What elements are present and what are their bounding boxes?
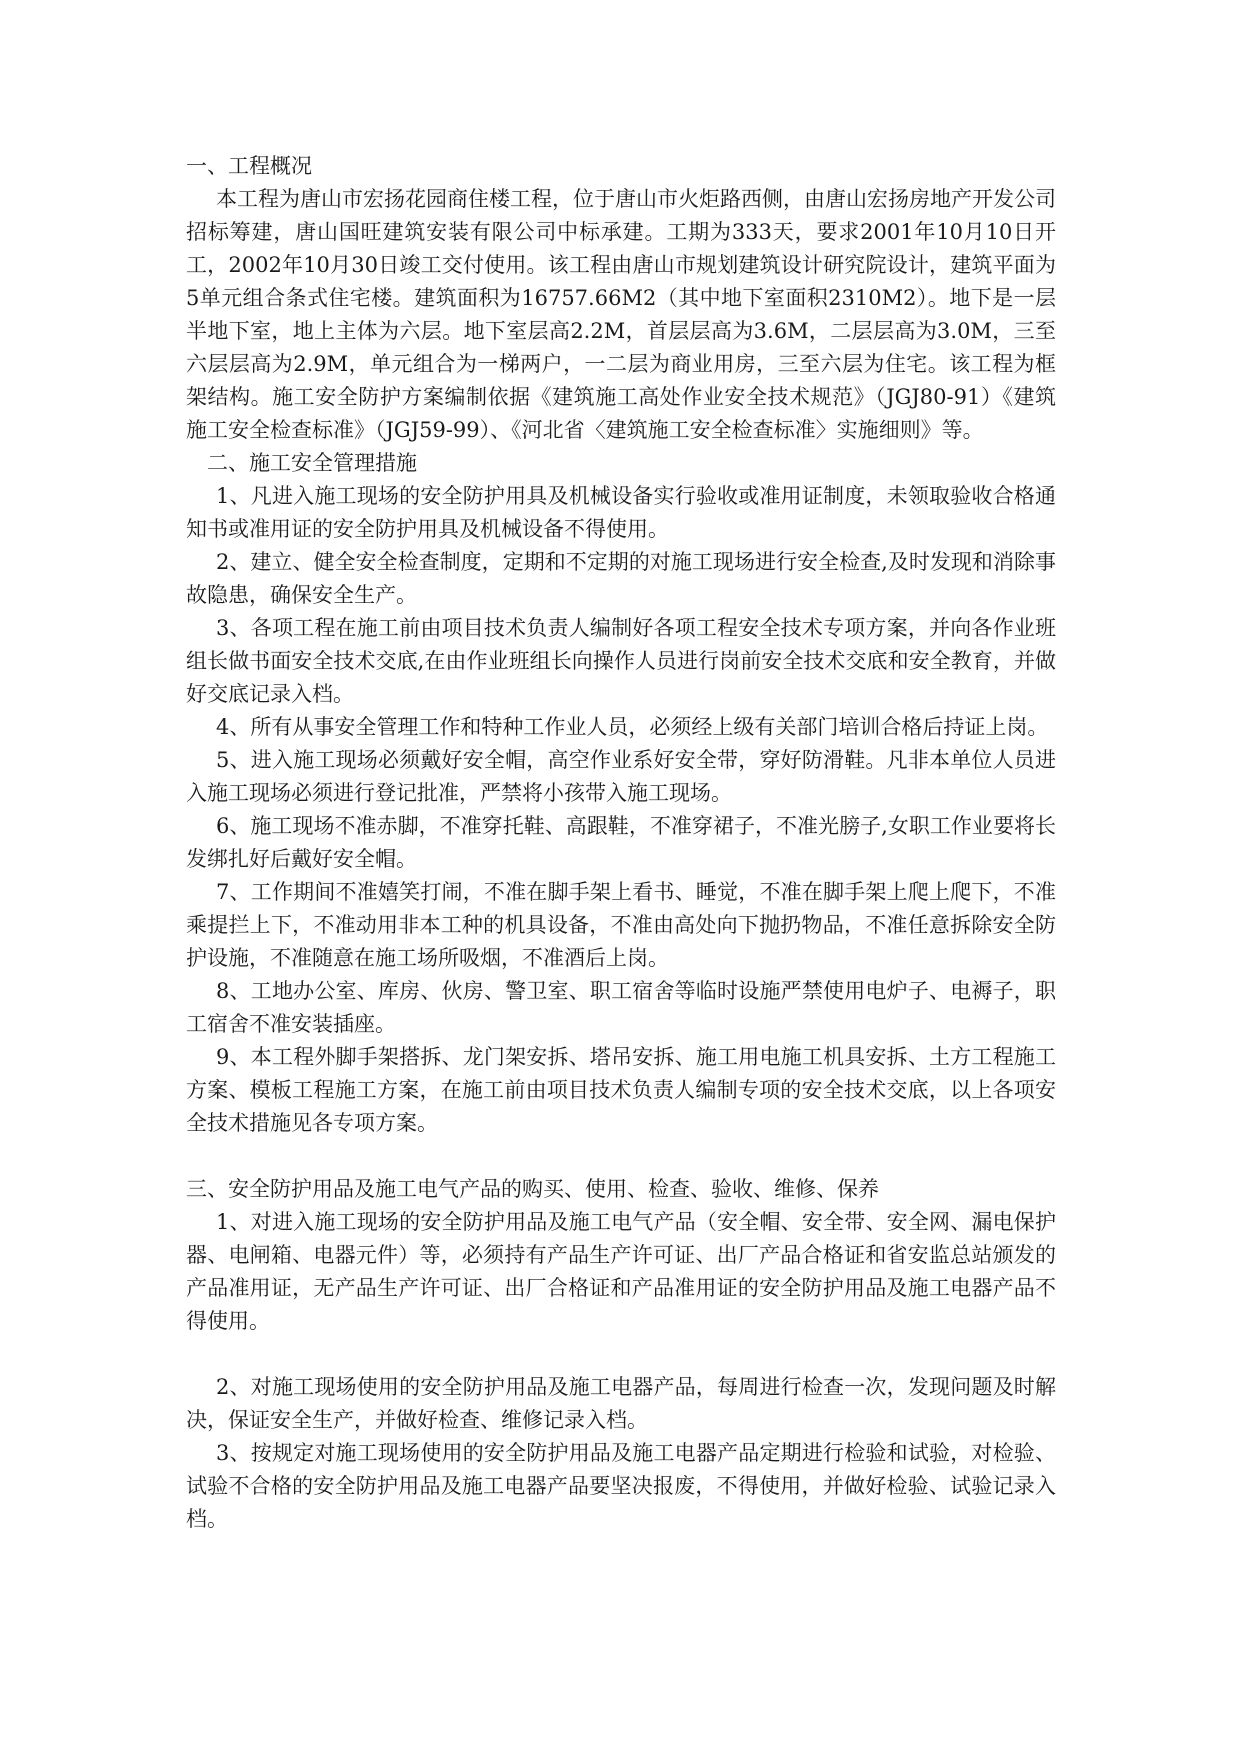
section2-heading: 二、施工安全管理措施 (207, 451, 417, 475)
section3-item-2: 2、对施工现场使用的安全防护用品及施工电器产品，每周进行检查一次，发现问题及时解决，保证安全生产，并做好检查、维修记录入档。 (186, 1375, 1056, 1432)
spacer (186, 1140, 1056, 1173)
section3-item-3: 3、按规定对施工现场使用的安全防护用品及施工电器产品定期进行检验和试验，对检验、试验不合格的安全防护用品及施工电器产品要坚决报废，不得使用，并做好检验、试验记录入档。 (186, 1441, 1056, 1531)
section2-item-8: 8、工地办公室、库房、伙房、警卫室、职工宿舍等临时设施严禁使用电炉子、电褥子，职工宿舍不准安装插座。 (186, 979, 1056, 1036)
section2-item-5: 5、进入施工现场必须戴好安全帽，高空作业系好安全带，穿好防滑鞋。凡非本单位人员进入施工现场必须进行登记批准，严禁将小孩带入施工现场。 (186, 748, 1056, 805)
section2-item-6: 6、施工现场不准赤脚，不准穿托鞋、高跟鞋，不准穿裙子，不准光膀子,女职工作业要将长发绑扎好后戴好安全帽。 (186, 814, 1056, 871)
spacer (186, 1338, 1056, 1371)
section3-heading: 三、安全防护用品及施工电气产品的购买、使用、检查、验收、维修、保养 (186, 1177, 879, 1201)
section2-item-1: 1、凡进入施工现场的安全防护用具及机械设备实行验收或准用证制度，未领取验收合格通知书或准用证的安全防护用具及机械设备不得使用。 (186, 484, 1056, 541)
section3-item-1: 1、对进入施工现场的安全防护用品及施工电气产品（安全帽、安全带、安全网、漏电保护器、电闸箱、电器元件）等，必须持有产品生产许可证、出厂产品合格证和省安监总站颁发的产品准用证，无产品生产许可证、出厂合格证和产品准用证的安全防护用品及施工电器产品不得使用。 (186, 1210, 1056, 1333)
section2-item-4: 4、所有从事安全管理工作和特种工作业人员，必须经上级有关部门培训合格后持证上岗。 (216, 715, 1049, 739)
section2-item-9: 9、本工程外脚手架搭拆、龙门架安拆、塔吊安拆、施工用电施工机具安拆、土方工程施工方案、模板工程施工方案，在施工前由项目技术负责人编制专项的安全技术交底，以上各项安全技术措施见各专项方案。 (186, 1045, 1056, 1135)
section1-heading: 一、工程概况 (186, 154, 312, 178)
section2-item-2: 2、建立、健全安全检查制度，定期和不定期的对施工现场进行安全检查,及时发现和消除事故隐患，确保安全生产。 (186, 550, 1056, 607)
section1-paragraph: 本工程为唐山市宏扬花园商住楼工程，位于唐山市火炬路西侧，由唐山宏扬房地产开发公司招标筹建，唐山国旺建筑安装有限公司中标承建。工期为333天，要求2001年10月10日开工，2002年10月30日竣工交付使用。该工程由唐山市规划建筑设计研究院设计，建筑平面为5单元组合条式住宅楼。建筑面积为16757.66M2（其中地下室面积2310M2）。地下是一层半地下室，地上主体为六层。地下室层高2.2M，首层层高为3.6M，二层层高为3.0M，三至六层层高为2.9M，单元组合为一梯两户，一二层为商业用房，三至六层为住宅。该工程为框架结构。施工安全防护方案编制依据《建筑施工高处作业安全技术规范》（JGJ80-91）《建筑施工安全检查标准》（JGJ59-99）、《河北省〈建筑施工安全检查标准〉实施细则》等。 (186, 187, 1056, 442)
section2-item-3: 3、各项工程在施工前由项目技术负责人编制好各项工程安全技术专项方案，并向各作业班组长做书面安全技术交底,在由作业班组长向操作人员进行岗前安全技术交底和安全教育，并做好交底记录入档。 (186, 616, 1056, 706)
document-body (186, 150, 1056, 1536)
section2-item-7: 7、工作期间不准嬉笑打闹，不准在脚手架上看书、睡觉，不准在脚手架上爬上爬下，不准乘提拦上下，不准动用非本工种的机具设备，不准由高处向下抛扔物品，不准任意拆除安全防护设施，不准随意在施工场所吸烟，不准酒后上岗。 (186, 880, 1056, 970)
